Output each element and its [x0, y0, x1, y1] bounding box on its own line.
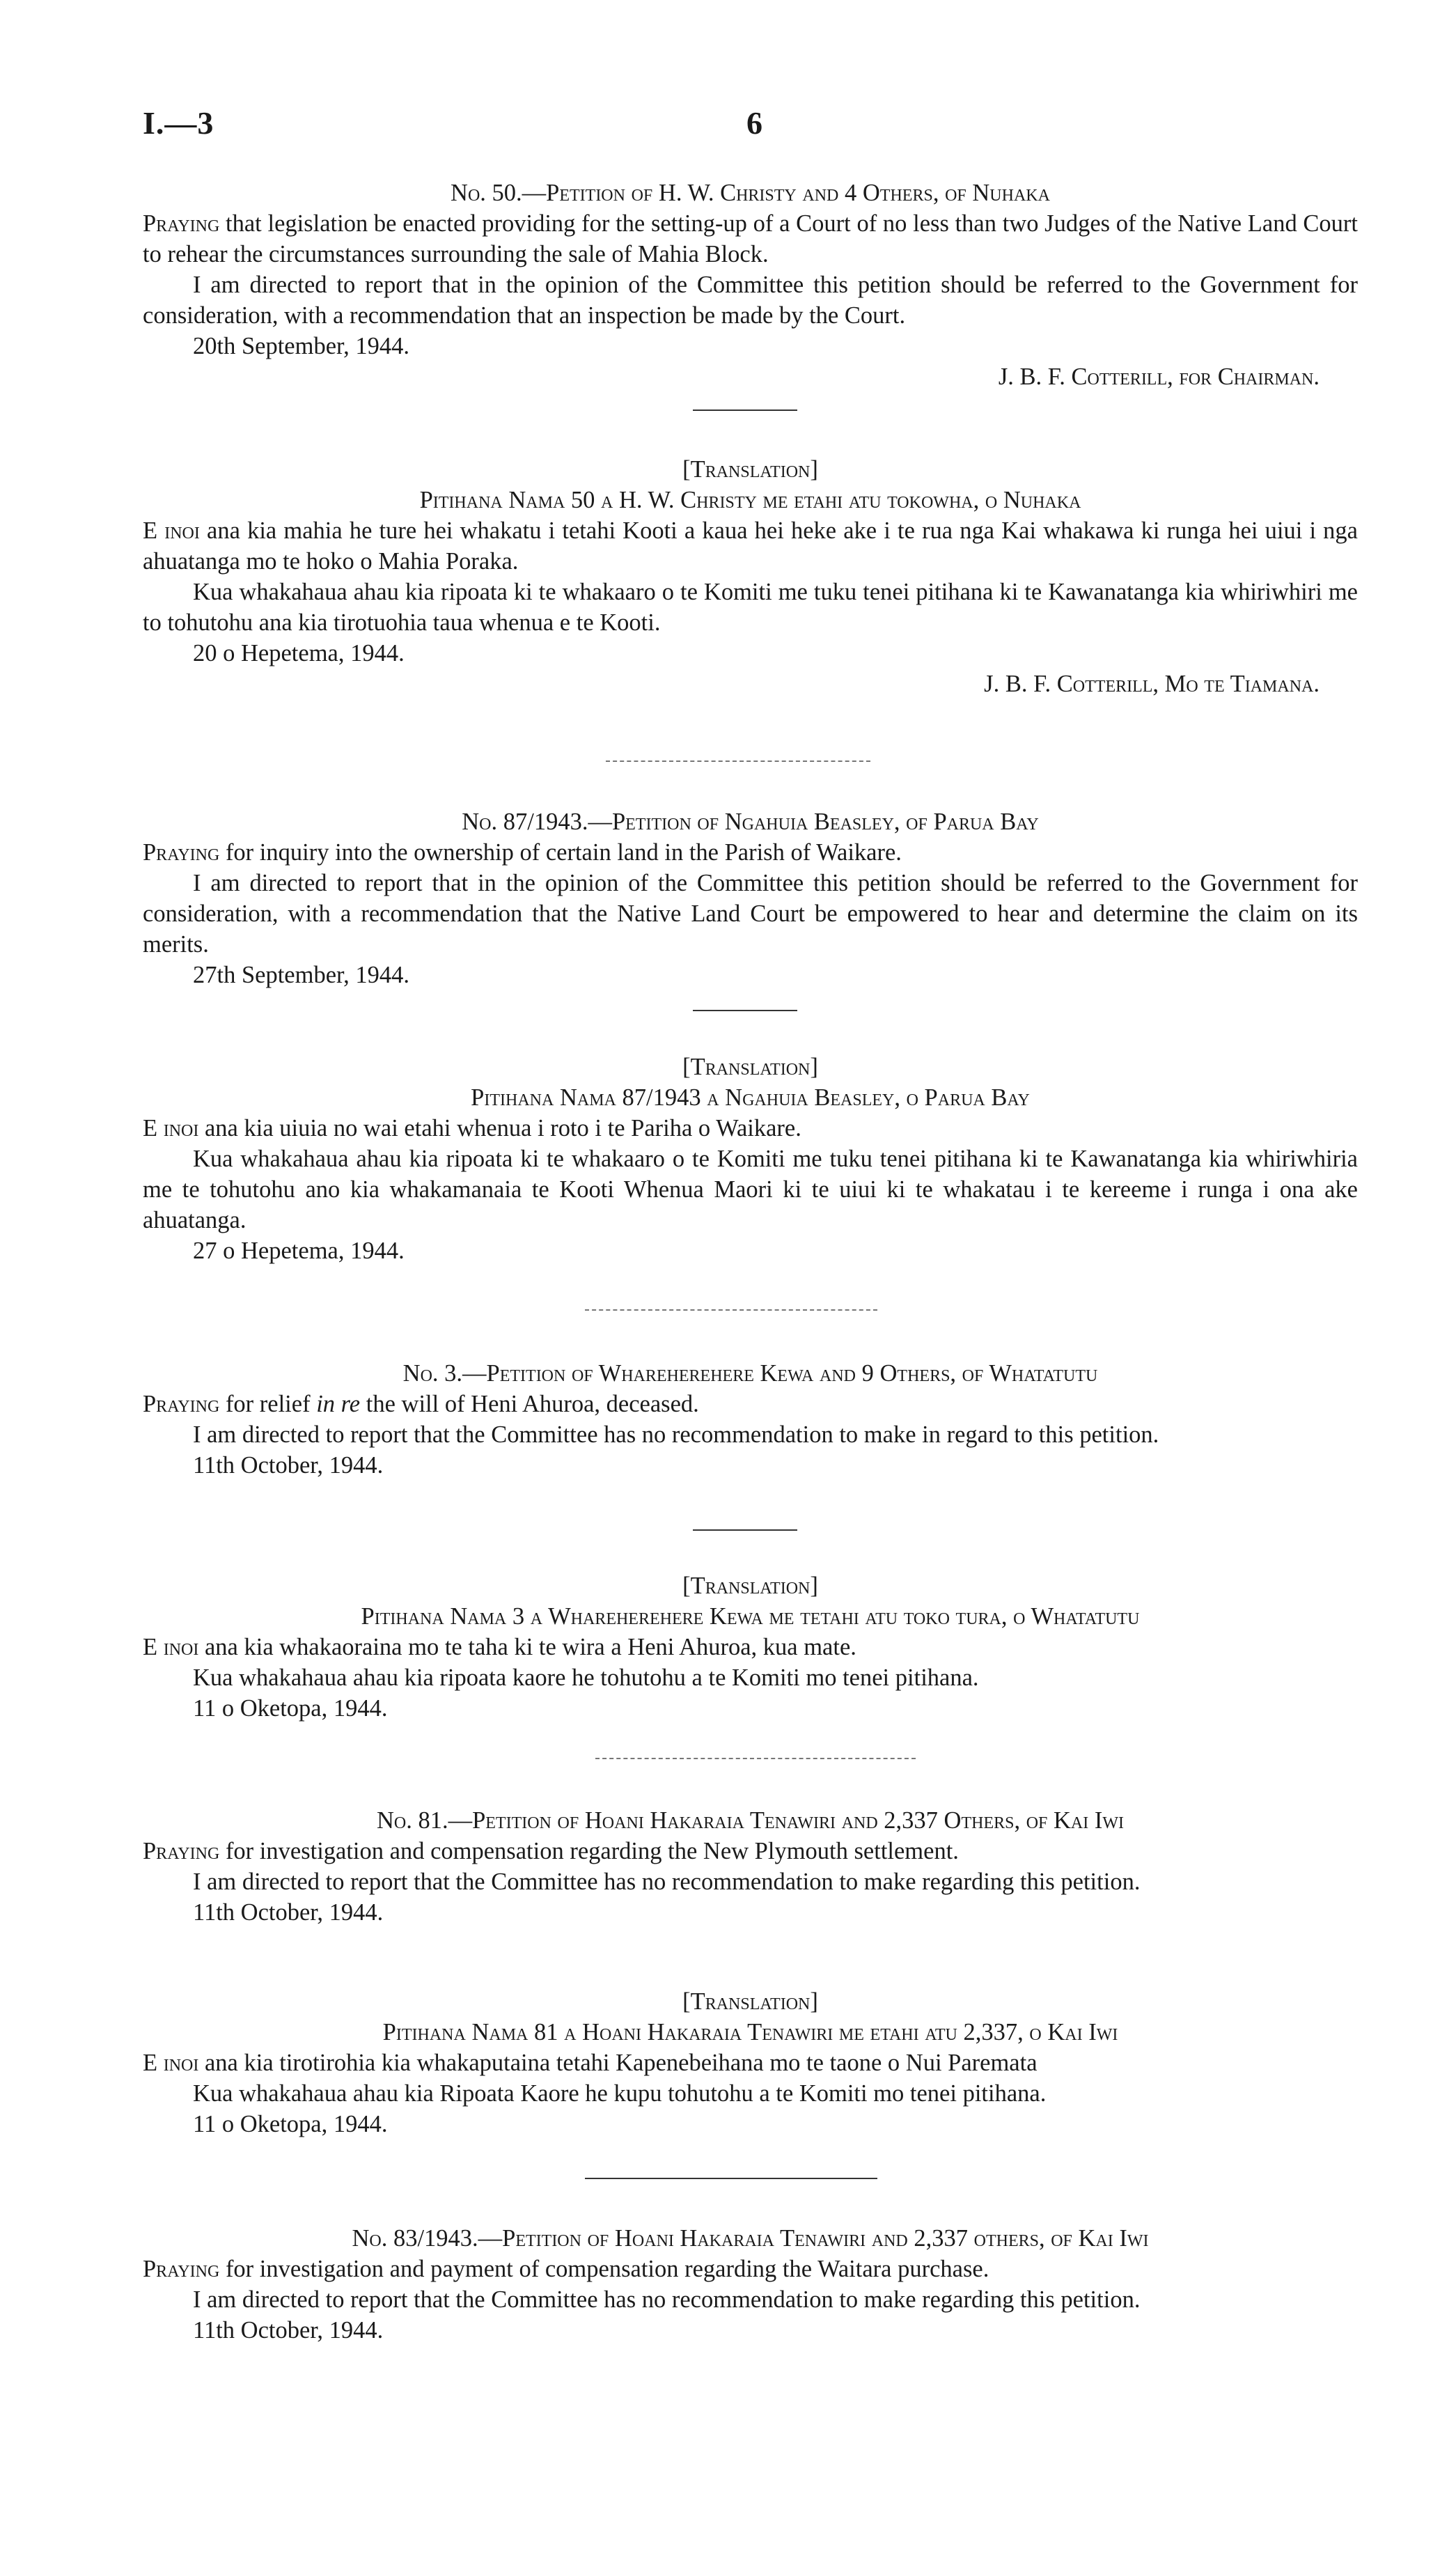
- report-date: 27th September, 1944.: [193, 962, 409, 988]
- committee-report: Kua whakahaua ahau kia ripoata kaore he tohutohu a te Komiti mo tenei pitihana.: [193, 1664, 979, 1691]
- report-date: 11 o Oketopa, 1944.: [193, 2111, 388, 2137]
- divider: [693, 1010, 797, 1011]
- section-divider: [585, 2178, 877, 2179]
- translation-label: [Translation]: [682, 1988, 818, 2015]
- committee-report: I am directed to report that the Committee has no recommendation to make in regard to this petition.: [193, 1421, 1159, 1448]
- petition-no-81: [143, 1805, 1358, 1928]
- petition-prayer: ana kia whakaoraina mo te taha ki te wira a Heni Ahuroa, kua mate.: [198, 1634, 856, 1660]
- committee-report: I am directed to report that in the opinion of the Committee this petition should be referred to the Government for consideration, with a recommendation that an inspection be made by the Court.: [143, 272, 1358, 329]
- lead-word: E inoi: [143, 1115, 199, 1141]
- report-date: 11th October, 1944.: [193, 1452, 384, 1479]
- petition-prayer: for investigation and compensation regarding the New Plymouth settlement.: [219, 1838, 959, 1864]
- page-number: 6: [746, 105, 762, 141]
- committee-report: I am directed to report that in the opinion of the Committee this petition should be referred to the Government for consideration, with a recommendation that the Native Land Court be empowered to hear and determine the claim on its merits.: [143, 870, 1358, 958]
- petition-prayer: ana kia tirotirohia kia whakaputaina tetahi Kapenebeihana mo te taone o Nui Paremata: [198, 2050, 1038, 2076]
- committee-report: I am directed to report that the Committee has no recommendation to make regarding this petition.: [193, 1869, 1141, 1895]
- lead-word: Praying: [143, 210, 220, 237]
- report-date: 11th October, 1944.: [193, 2317, 384, 2343]
- petition-no-50: [143, 178, 1358, 392]
- petition-title: No. 81.—Petition of Hoani Hakaraia Tenawiri and 2,337 Others, of Kai Iwi: [376, 1807, 1125, 1834]
- report-date: 20 o Hepetema, 1944.: [193, 640, 405, 666]
- translation-label: [Translation]: [682, 1573, 818, 1599]
- petition-title: Pitihana Nama 3 a Whareherehere Kewa me tetahi atu toko tura, o Whatatutu: [361, 1603, 1140, 1630]
- petition-prayer: that legislation be enacted providing for the setting-up of a Court of no less than two Judges of the Native Land Court to rehear the circumstances surrounding the sale of Mahia Block.: [143, 210, 1358, 267]
- document-reference: I.—3: [143, 105, 214, 141]
- section-divider: [595, 1758, 916, 1759]
- translation-label: [Translation]: [682, 1054, 818, 1080]
- petition-prayer-part: for relief: [219, 1391, 317, 1417]
- petition-title: Pitihana Nama 87/1943 a Ngahuia Beasley, o Parua Bay: [471, 1084, 1030, 1111]
- petition-title: No. 50.—Petition of H. W. Christy and 4 Others, of Nuhaka: [451, 180, 1050, 206]
- lead-word: E inoi: [143, 517, 200, 544]
- lead-word: Praying: [143, 1391, 220, 1417]
- committee-report: Kua whakahaua ahau kia ripoata ki te whakaaro o te Komiti me tuku tenei pitihana ki te Kawanatanga kia whiriwhiri me to tohutohu ana kia tirotuohia taua whenua e te Kooti.: [143, 579, 1358, 636]
- petition-no-3: [143, 1358, 1358, 1481]
- section-divider: [585, 1309, 877, 1311]
- lead-word: E inoi: [143, 1634, 199, 1660]
- committee-report: Kua whakahaua ahau kia ripoata ki te whakaaro o te Komiti me tuku tenei pitihana ki te Kawanatanga kia whiriwhiria me te tohutohu ano kia whakamanaia te Kooti Whenua Maori ki te uiui ki te whakatau i te kereeme i runga i ona ake ahuatanga.: [143, 1146, 1358, 1233]
- petition-title: No. 83/1943.—Petition of Hoani Hakaraia Tenawiri and 2,337 others, of Kai Iwi: [352, 2225, 1149, 2252]
- petition-title: No. 87/1943.—Petition of Ngahuia Beasley, of Parua Bay: [462, 809, 1039, 835]
- petition-title: No. 3.—Petition of Whareherehere Kewa and 9 Others, of Whatatutu: [402, 1360, 1098, 1387]
- committee-report: Kua whakahaua ahau kia Ripoata Kaore he kupu tohutohu a te Komiti mo tenei pitihana.: [193, 2080, 1047, 2107]
- petition-title: Pitihana Nama 50 a H. W. Christy me etahi atu tokowha, o Nuhaka: [419, 487, 1081, 513]
- lead-word: Praying: [143, 1838, 220, 1864]
- petition-prayer: ana kia mahia he ture hei whakatu i tetahi Kooti a kaua hei heke ake i te rua nga Kai whakawa ki runga hei uiui i nga ahuatanga mo te hoko o Mahia Poraka.: [143, 517, 1358, 575]
- petition-prayer-part: the will of Heni Ahuroa, deceased.: [360, 1391, 699, 1417]
- petition-prayer: ana kia uiuia no wai etahi whenua i roto i te Pariha o Waikare.: [198, 1115, 801, 1141]
- petition-no-87-1943: [143, 806, 1358, 990]
- petition-prayer: for inquiry into the ownership of certain land in the Parish of Waikare.: [219, 839, 902, 866]
- committee-report: I am directed to report that the Committee has no recommendation to make regarding this petition.: [193, 2286, 1141, 2313]
- petition-prayer: for investigation and payment of compensation regarding the Waitara purchase.: [219, 2256, 989, 2282]
- report-date: 11 o Oketopa, 1944.: [193, 1695, 388, 1722]
- signature: J. B. F. Cotterill, for Chairman.: [998, 364, 1320, 390]
- petition-title: Pitihana Nama 81 a Hoani Hakaraia Tenawiri me etahi atu 2,337, o Kai Iwi: [382, 2019, 1118, 2045]
- report-date: 27 o Hepetema, 1944.: [193, 1238, 405, 1264]
- divider: [693, 1529, 797, 1531]
- translation-no-87-1943: [143, 1052, 1358, 1266]
- petition-no-83-1943: [143, 2223, 1358, 2346]
- divider: [693, 410, 797, 411]
- signature: J. B. F. Cotterill, Mo te Tiamana.: [984, 671, 1320, 697]
- translation-label: [Translation]: [682, 456, 818, 483]
- report-date: 20th September, 1944.: [193, 333, 409, 359]
- translation-no-81: [143, 1986, 1358, 2139]
- translation-no-50: [143, 454, 1358, 699]
- lead-word: Praying: [143, 2256, 220, 2282]
- lead-word: E inoi: [143, 2050, 199, 2076]
- report-date: 11th October, 1944.: [193, 1899, 384, 1926]
- latin-term: in re: [316, 1391, 361, 1417]
- translation-no-3: [143, 1570, 1358, 1724]
- section-divider: [606, 761, 870, 762]
- lead-word: Praying: [143, 839, 220, 866]
